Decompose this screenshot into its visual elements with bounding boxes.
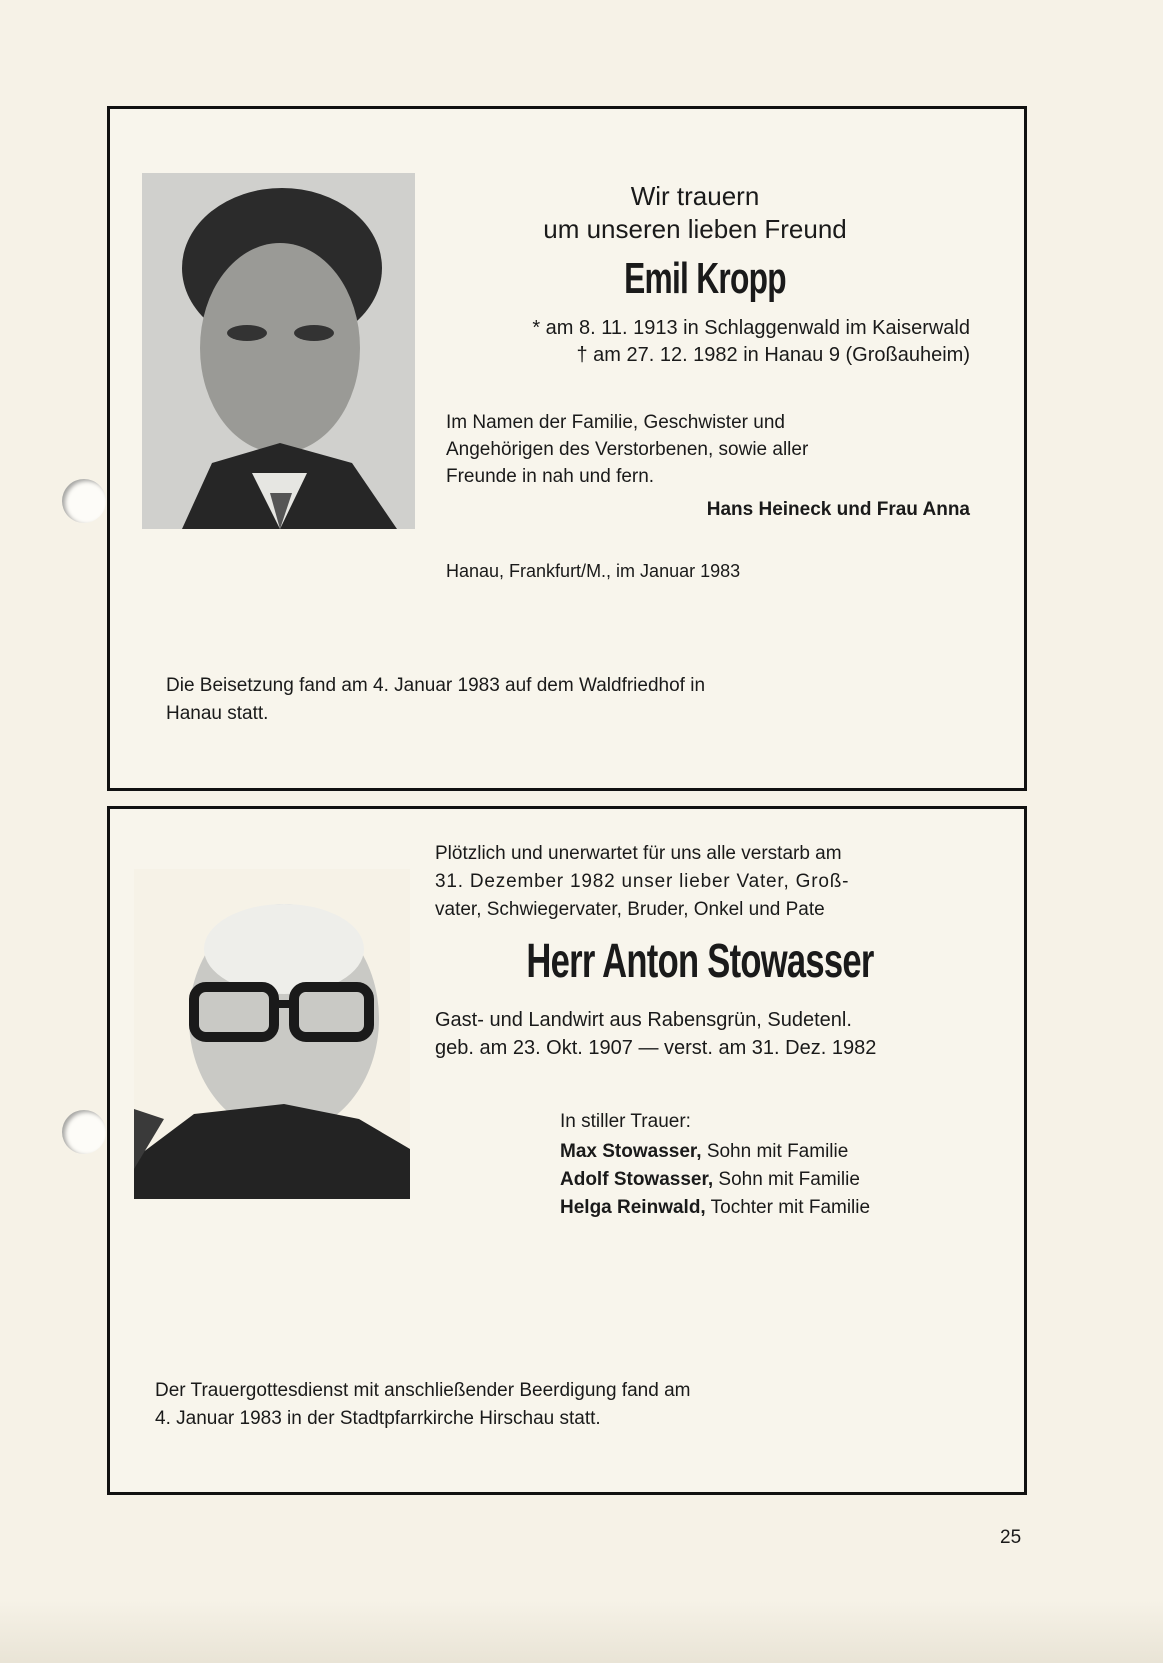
service-line-2: 4. Januar 1983 in der Stadtpfarrkirche Hirschau statt. [155,1408,601,1429]
portrait-photo [134,869,410,1199]
burial-line-2: Hanau statt. [166,703,269,724]
mourner-relation: Sohn mit Familie [718,1169,860,1190]
page-edge [0,1600,1163,1663]
intro-line-1: Plötzlich und unerwartet für uns alle verstarb am [435,843,842,864]
deceased-name: Herr Anton Stowasser [526,935,874,988]
portrait-photo [142,173,415,529]
punch-hole-top [62,479,106,523]
intro-line-3: vater, Schwiegervater, Bruder, Onkel und Pate [435,899,825,920]
mourner-relation: Tochter mit Familie [710,1197,871,1218]
place-date: Hanau, Frankfurt/M., im Januar 1983 [446,561,741,581]
burial-line-1: Die Beisetzung fand am 4. Januar 1983 auf dem Waldfriedhof in [166,675,706,696]
intro-line-2: 31. Dezember 1982 unser lieber Vater, Groß- [435,871,850,892]
mourning-label: In stiller Trauer: [560,1111,691,1132]
heading-line-1: Wir trauern [630,181,760,211]
mourner-2 [560,1169,860,1191]
obituary-notice-anton-stowasser [107,806,1027,1495]
service-line-1: Der Trauergottesdienst mit anschließender Beerdigung fand am [155,1380,691,1401]
detail-line-2: geb. am 23. Okt. 1907 — verst. am 31. Dez. 1982 [435,1037,877,1059]
heading-line-2: um unseren lieben Freund [543,214,847,244]
mourner-3 [560,1197,870,1219]
punch-hole-bottom [62,1110,106,1154]
mourner-name: Max Stowasser, [560,1141,702,1162]
deceased-name: Emil Kropp [624,254,786,303]
body-line-1: Im Namen der Familie, Geschwister und [446,412,785,433]
obituary-notice-emil-kropp [107,106,1027,791]
death-info: † am 27. 12. 1982 in Hanau 9 (Großauheim) [576,344,970,366]
body-line-3: Freunde in nah und fern. [446,466,655,487]
body-line-2: Angehörigen des Verstorbenen, sowie aller [446,439,809,460]
mourner-relation: Sohn mit Familie [706,1141,849,1162]
birth-info: * am 8. 11. 1913 in Schlaggenwald im Kaiserwald [532,317,970,339]
signers: Hans Heineck und Frau Anna [706,499,970,520]
page-number: 25 [1000,1527,1022,1548]
detail-line-1: Gast- und Landwirt aus Rabensgrün, Sudetenl. [435,1009,852,1031]
mourner-name: Adolf Stowasser, [560,1169,714,1190]
mourner-1 [560,1141,848,1163]
mourner-name: Helga Reinwald, [560,1197,706,1218]
